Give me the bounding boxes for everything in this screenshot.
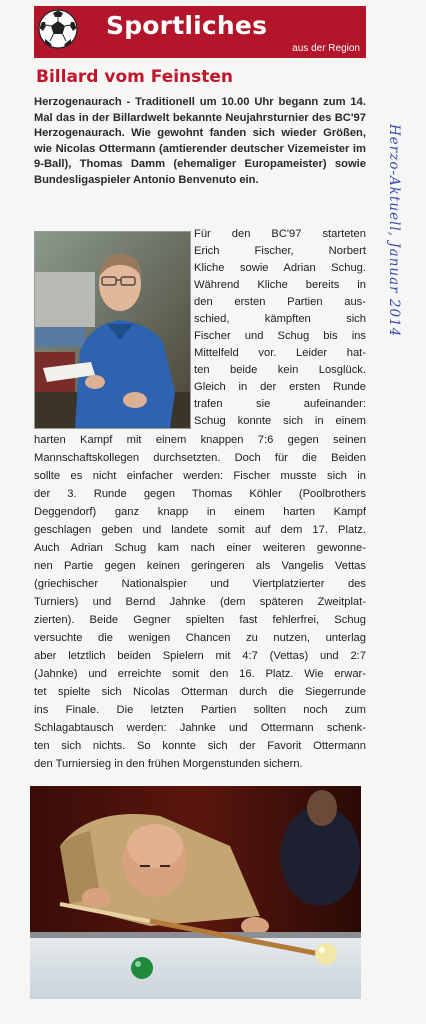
body-line: Kliche sowie Adrian Schug.	[194, 262, 366, 274]
body-line: (Jahnke) und erreichte somit den 16. Platz. Wie erwar-	[34, 668, 366, 680]
body-line: harten Kampf mit einem knappen 7:6 gegen seinen	[34, 434, 366, 446]
body-line: trafen sie aufeinander:	[194, 398, 366, 410]
body-line: den Turniersieg in den frühen Morgenstunden sichern.	[34, 758, 303, 770]
article-title: Billard vom Feinsten	[36, 67, 234, 87]
body-line: Auch Adrian Schug kam nach einer weiteren gewonne-	[34, 542, 366, 554]
body-line: Für den BC'97 starteten	[194, 228, 366, 240]
body-line: geschlagen geben und landete somit auf dem 17. Platz.	[34, 524, 366, 536]
billiard-player-photo	[30, 786, 361, 999]
section-header	[34, 6, 366, 58]
body-line: Mannschaftskollegen durchsetzten. Doch für die Beiden	[34, 452, 366, 464]
body-line: der 3. Runde gegen Thomas Köhler (Poolbrothers	[34, 488, 366, 500]
body-line: sollte es nicht einfacher werden: Fischer musste sich in	[34, 470, 366, 482]
body-line: versuchte die wenigen Chancen zu nutzen, unterlag	[34, 632, 366, 644]
body-line: ins Finale. Die letzten Partien sollten noch zum	[34, 704, 366, 716]
speaker-photo	[34, 231, 191, 429]
body-line: Schlagabtausch werden: Jahnke und Ottermann schenk-	[34, 722, 366, 734]
section-subtitle: aus der Region	[292, 43, 360, 54]
body-line: Turniers) und Bernd Jahnke (dem späteren Zweitplat-	[34, 596, 366, 608]
body-line: ten sich nichts. So konnte sich der Favorit Ottermann	[34, 740, 366, 752]
body-line: Während Kliche bereits in	[194, 279, 366, 291]
body-line: zierten). Beide Gegner spielten fast fehlerfrei, Schug	[34, 614, 366, 626]
body-line: den ersten Partien aus-	[194, 296, 366, 308]
body-line: ten beide kein Losglück.	[194, 364, 366, 376]
handwritten-annotation: Herzo-Aktuell, Januar 2014	[386, 124, 402, 338]
body-line: Deggendorf) ganz knapp in einem harten Kampf	[34, 506, 366, 518]
body-line: Schug konnte sich in einem	[194, 415, 366, 427]
body-line: nen Partie gegen keinen geringeren als Vangelis Vettas	[34, 560, 366, 572]
section-title: Sportliches	[106, 11, 268, 40]
body-line: Mittelfeld vor. Leider hat-	[194, 347, 366, 359]
body-line: aber letztlich beiden Spielern mit 4:7 (Vettas) und 2:7	[34, 650, 366, 662]
soccer-ball-icon	[37, 8, 79, 50]
body-line: tet spielte sich Nicolas Otterman durch die Siegerrunde	[34, 686, 366, 698]
body-line: Gleich in der ersten Runde	[194, 381, 366, 393]
body-line: (griechischer Nationalspier und Viertplatzierter des	[34, 578, 366, 590]
body-line: Erich Fischer, Norbert	[194, 245, 366, 257]
body-line: schied, kämpften sich	[194, 313, 366, 325]
body-line: Fischer und Schug bis ins	[194, 330, 366, 342]
article-lead: Herzogenaurach - Traditionell um 10.00 Uhr begann zum 14. Mal das in der Billardwelt bekannte Neujahrsturnier des BC'97 Herzogenaurach. Wie gewohnt fanden sich wieder Größen, wie Nicolas Ottermann (amtierender deutscher Vizemeister im 9-Ball), Thomas Damm (ehemaliger Europameister) sowie Bundesligaspieler Antonio Benvenuto ein.	[34, 96, 366, 186]
